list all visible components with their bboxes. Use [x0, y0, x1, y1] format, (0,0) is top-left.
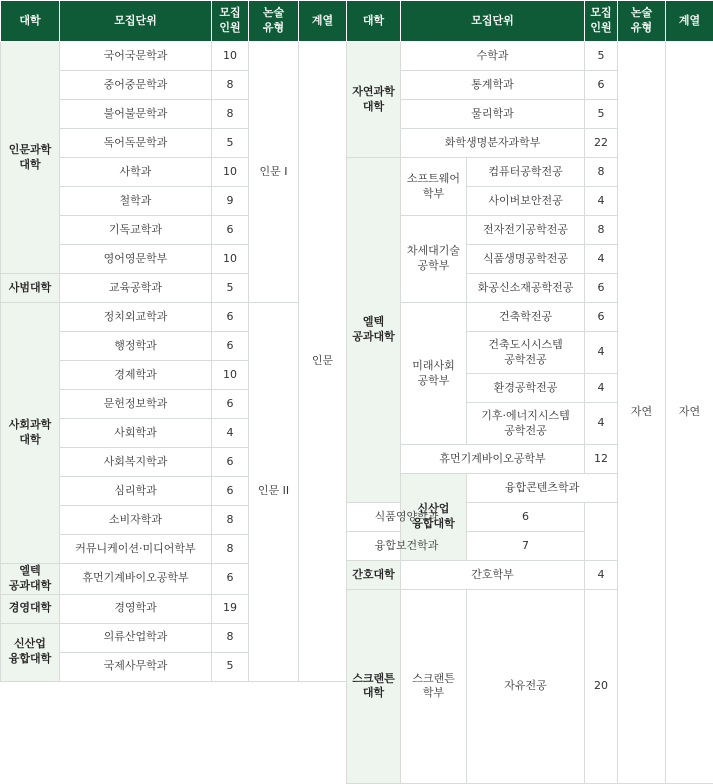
- quota-cell: 6: [467, 503, 585, 532]
- unit-cell: 기후·에너지시스템 공학전공: [467, 403, 585, 445]
- unit-cell: 자유전공: [467, 590, 585, 784]
- college-natural: 자연과학 대학: [347, 42, 401, 158]
- unit-cell: 컴퓨터공학전공: [467, 158, 585, 187]
- unit-cell: 정치외교학과: [60, 303, 212, 332]
- subgroup-future: 미래사회 공학부: [401, 303, 467, 445]
- college-scranton: 스크랜튼 대학: [347, 590, 401, 784]
- quota-cell: 8: [585, 158, 618, 187]
- unit-cell: 사회복지학과: [60, 448, 212, 477]
- unit-cell: 사이버보안전공: [467, 187, 585, 216]
- quota-cell: 6: [212, 564, 249, 595]
- unit-cell: 경제학과: [60, 361, 212, 390]
- quota-cell: 8: [212, 623, 249, 652]
- unit-cell: 소비자학과: [60, 506, 212, 535]
- unit-cell: 심리학과: [60, 477, 212, 506]
- unit-cell: 간호학부: [401, 561, 585, 590]
- college-business: 경영대학: [1, 594, 60, 623]
- college-sinsan-left: 신산업 융합대학: [1, 623, 60, 681]
- unit-cell: 물리학과: [401, 100, 585, 129]
- quota-cell: 4: [212, 419, 249, 448]
- header-unit-right: 모집단위: [401, 1, 585, 42]
- left-table: [0, 0, 347, 682]
- essay-type-human1: 인문 I: [249, 42, 299, 303]
- quota-cell: 6: [585, 71, 618, 100]
- quota-cell: 9: [212, 187, 249, 216]
- quota-cell: 8: [212, 100, 249, 129]
- quota-cell: 20: [585, 590, 618, 784]
- quota-cell: 8: [585, 216, 618, 245]
- unit-cell: 휴먼기계바이오공학부: [60, 564, 212, 595]
- unit-cell: 경영학과: [60, 594, 212, 623]
- quota-cell: 6: [212, 477, 249, 506]
- header-track-right: 계열: [666, 1, 713, 42]
- header-college: 대학: [1, 1, 60, 42]
- unit-cell: 식품영양학과: [347, 503, 467, 532]
- quota-cell: 6: [212, 216, 249, 245]
- quota-cell: 5: [585, 100, 618, 129]
- essay-type-human2: 인문 II: [249, 303, 299, 682]
- unit-cell: 중어중문학과: [60, 71, 212, 100]
- quota-cell: 12: [585, 445, 618, 474]
- unit-cell: 영어영문학부: [60, 245, 212, 274]
- quota-cell: 6: [585, 303, 618, 332]
- unit-cell: 융합콘텐츠학과: [467, 474, 618, 503]
- quota-cell: 5: [212, 274, 249, 303]
- college-education: 사범대학: [1, 274, 60, 303]
- unit-cell: 휴먼기계바이오공학부: [401, 445, 585, 474]
- quota-cell: 6: [212, 448, 249, 477]
- unit-cell: 전자전기공학전공: [467, 216, 585, 245]
- quota-cell: 4: [585, 374, 618, 403]
- unit-cell: 기독교학과: [60, 216, 212, 245]
- quota-cell: 10: [212, 245, 249, 274]
- subgroup-nextgen: 차세대기술 공학부: [401, 216, 467, 303]
- quota-cell: 6: [212, 390, 249, 419]
- track-humanities: 인문: [299, 42, 347, 682]
- subgroup-scranton: 스크랜튼 학부: [401, 590, 467, 784]
- quota-cell: 8: [212, 535, 249, 564]
- college-nursing: 간호대학: [347, 561, 401, 590]
- quota-cell: 4: [585, 403, 618, 445]
- unit-cell: 융합보건학과: [347, 532, 467, 561]
- college-eltech-right: 엘텍 공과대학: [347, 158, 401, 503]
- unit-cell: 교육공학과: [60, 274, 212, 303]
- college-social: 사회과학 대학: [1, 303, 60, 564]
- quota-cell: 10: [212, 361, 249, 390]
- quota-cell: 10: [212, 158, 249, 187]
- college-sinsan-right: 신산업 융합대학: [401, 474, 467, 561]
- quota-cell: 4: [585, 332, 618, 374]
- header-essay-right: 논술 유형: [618, 1, 666, 42]
- unit-cell: 불어불문학과: [60, 100, 212, 129]
- quota-cell: 8: [212, 506, 249, 535]
- track-natural: 자연: [666, 42, 713, 784]
- quota-cell: 4: [585, 561, 618, 590]
- header-unit: 모집단위: [60, 1, 212, 42]
- unit-cell: 사학과: [60, 158, 212, 187]
- quota-cell: 19: [212, 594, 249, 623]
- quota-cell: 22: [585, 129, 618, 158]
- header-quota: 모집 인원: [212, 1, 249, 42]
- unit-cell: 화공신소재공학전공: [467, 274, 585, 303]
- unit-cell: 국어국문학과: [60, 42, 212, 71]
- header-essay: 논술 유형: [249, 1, 299, 42]
- unit-cell: 건축학전공: [467, 303, 585, 332]
- quota-cell: 10: [212, 42, 249, 71]
- unit-cell: 의류산업학과: [60, 623, 212, 652]
- unit-cell: 건축도시시스템 공학전공: [467, 332, 585, 374]
- right-table: [346, 0, 713, 784]
- unit-cell: 식품생명공학전공: [467, 245, 585, 274]
- college-humanities: 인문과학 대학: [1, 42, 60, 274]
- quota-cell: 8: [212, 71, 249, 100]
- unit-cell: 문헌정보학과: [60, 390, 212, 419]
- unit-cell: 사회학과: [60, 419, 212, 448]
- quota-cell: 4: [585, 187, 618, 216]
- quota-cell: 6: [212, 303, 249, 332]
- unit-cell: 철학과: [60, 187, 212, 216]
- unit-cell: 수학과: [401, 42, 585, 71]
- college-eltech-left: 엘텍 공과대학: [1, 564, 60, 595]
- unit-cell: 환경공학전공: [467, 374, 585, 403]
- subgroup-software: 소프트웨어 학부: [401, 158, 467, 216]
- quota-cell: 6: [585, 274, 618, 303]
- unit-cell: 독어독문학과: [60, 129, 212, 158]
- unit-cell: 국제사무학과: [60, 652, 212, 681]
- quota-cell: 6: [212, 332, 249, 361]
- header-quota-right: 모집 인원: [585, 1, 618, 42]
- unit-cell: 통계학과: [401, 71, 585, 100]
- quota-cell: 4: [585, 245, 618, 274]
- quota-cell: 7: [467, 532, 585, 561]
- quota-cell: 5: [212, 652, 249, 681]
- essay-type-natural: 자연: [618, 42, 666, 784]
- unit-cell: 행정학과: [60, 332, 212, 361]
- unit-cell: 화학생명분자과학부: [401, 129, 585, 158]
- quota-cell: 5: [212, 129, 249, 158]
- header-track: 계열: [299, 1, 347, 42]
- quota-cell: 5: [585, 42, 618, 71]
- header-college-right: 대학: [347, 1, 401, 42]
- unit-cell: 커뮤니케이션·미디어학부: [60, 535, 212, 564]
